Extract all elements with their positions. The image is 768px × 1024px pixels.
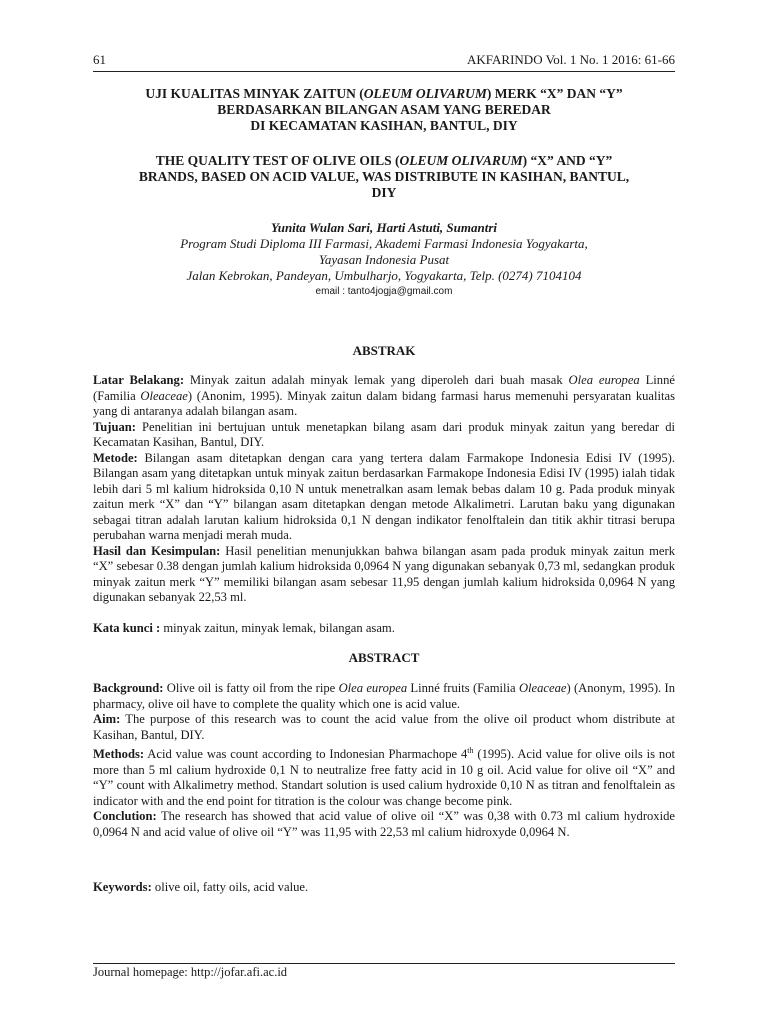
- kata-kunci: Kata kunci : minyak zaitun, minyak lemak, bilangan asam.: [93, 621, 395, 635]
- abstract-methods: Methods: Acid value was count according to Indonesian Pharmachope 4th (1995). Acid value for olive oils is not more than 5 ml calium hydroxide 0,1 N to neutralize free fatty acid in 10 g oil. Acid value for olive oil “X” and “Y” count with Alkalimetry method. Standart solution is used calium hydroxide 0,10 N as titran and fenolftalein as indicator with and the end point for titration is the colour was change become pink.: [93, 746, 675, 808]
- abstrak-heading: ABSTRAK: [352, 343, 416, 358]
- author-block: [93, 220, 675, 300]
- journal-homepage[interactable]: Journal homepage: http://jofar.afi.ac.id: [93, 965, 288, 979]
- affiliation: Program Studi Diploma III Farmasi, Akademi Farmasi Indonesia Yogyakarta,: [180, 236, 588, 251]
- abstract-background: Background: Olive oil is fatty oil from the ripe Olea europea Linné fruits (Familia Oleaceae) (Anonym, 1995). In pharmacy, olive oil have to complete the quality which one is acid value.: [93, 681, 675, 711]
- page-number: 61: [93, 52, 106, 67]
- keywords: Keywords: olive oil, fatty oils, acid value.: [93, 880, 309, 894]
- abstrak-body: [93, 373, 675, 606]
- abstract-conclusion: Conclution: The research has showed that acid value of olive oil “X” was 0,38 with 0.73 ml calium hydroxide 0,0964 N and acid value of olive oil “Y” was 11,95 with 22,53 ml calium hidroxyde 0,0964 N.: [93, 809, 675, 839]
- address: Jalan Kebrokan, Pandeyan, Umbulharjo, Yogyakarta, Telp. (0274) 7104104: [186, 268, 582, 283]
- title-english: THE QUALITY TEST OF OLIVE OILS (OLEUM OLIVARUM) “X” AND “Y” BRANDS, BASED ON ACID VALUE, WAS DISTRIBUTE IN KASIHAN, BANTUL, DIY: [138, 153, 630, 200]
- title-section: [93, 86, 675, 220]
- journal-citation: AKFARINDO Vol. 1 No. 1 2016: 61-66: [466, 52, 675, 67]
- abstract-aim: Aim: The purpose of this research was to count the acid value from the olive oil product whom distribute at Kasihan, Bantul, DIY.: [93, 712, 675, 742]
- abstrak-tujuan: Tujuan: Penelitian ini bertujuan untuk menetapkan bilang asam dari produk minyak zaitun yang beredar di Kecamatan Kasihan, Bantul, DIY.: [93, 419, 675, 449]
- title-species: OLEUM OLIVARUM: [399, 153, 523, 168]
- title-indonesian: UJI KUALITAS MINYAK ZAITUN (OLEUM OLIVARUM) MERK “X” DAN “Y” BERDASARKAN BILANGAN ASAM YANG BEREDAR DI KECAMATAN KASIHAN, BANTUL, DIY: [145, 86, 623, 133]
- abstrak-hasil: Hasil dan Kesimpulan: Hasil penelitian menunjukkan bahwa bilangan asam pada produk minyak zaitun merk “X” sebesar 0.38 dengan jumlah kalium hidroksida 0,0964 N yang digunakan sebanyak 0,73 ml, sedangkan produk minyak zaitun merk “Y” memiliki bilangan asam sebesar 11,95 dengan jumlah kalium hidroksida 0,0964 N yang digunakan sebanyak 22,53 ml.: [93, 543, 675, 604]
- author-names: Yunita Wulan Sari, Harti Astuti, Sumantri: [270, 220, 498, 235]
- abstrak-latar: Latar Belakang: Minyak zaitun adalah minyak lemak yang diperoleh dari buah masak Olea europea Linné (Familia Oleaceae) (Anonim, 1995). Minyak zaitun dalam bidang farmasi harus memenuhi persyaratan kualitas yang di antaranya adalah bilangan asam.: [93, 373, 675, 418]
- title-species: OLEUM OLIVARUM: [363, 86, 487, 101]
- running-header: [93, 52, 675, 68]
- abstrak-metode: Metode: Bilangan asam ditetapkan dengan cara yang tertera dalam Farmakope Indonesia Edisi IV (1995). Bilangan asam yang ditetapkan untuk minyak zaitun berdasarkan Farmakope Indonesia Edisi IV (1995) ialah tidak lebih dari 5 ml kalium hidroksida 0,10 N untuk menetralkan asam lemak bebas dalam 10 g. Pada produk minyak zaitun merk “X” dan “Y” bilangan asam ditetapkan dengan metode Alkalimetri. Larutan baku yang digunakan sebagai titran adalah larutan kalium hidroksida 0,1 N dengan indikator fenolftalein dan titik akhir titrasi berupa perubahan warna menjadi merah muda.: [93, 450, 675, 542]
- footer-divider: [93, 963, 675, 964]
- abstract-body: [93, 681, 675, 840]
- header-divider: [93, 71, 675, 72]
- abstract-heading: ABSTRACT: [348, 650, 420, 665]
- affiliation: Yayasan Indonesia Pusat: [318, 252, 450, 267]
- email[interactable]: email : tanto4jogja@gmail.com: [315, 286, 453, 297]
